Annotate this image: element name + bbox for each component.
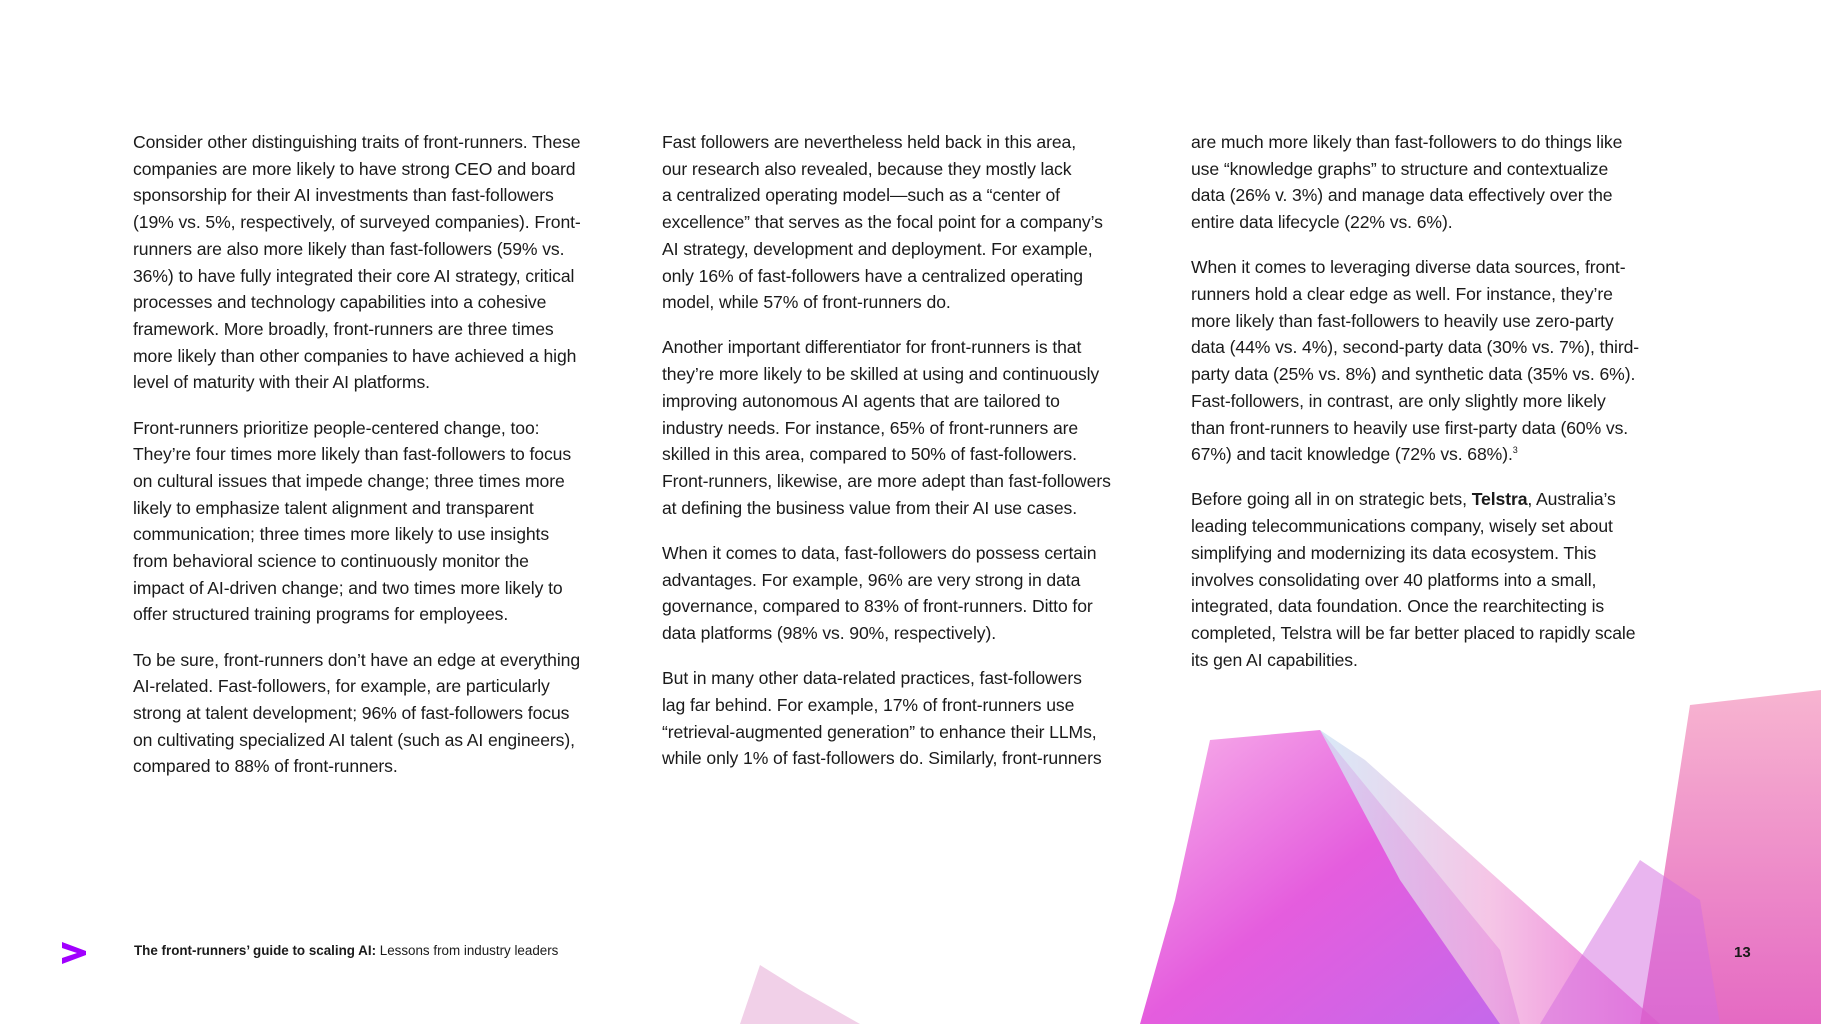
paragraph: To be sure, front-runners don’t have an edge at everything AI-related. Fast-followers, for example, are particularly strong at talent development; 96% of fast-followers focus on cultivating specialized AI talent (such as AI engineers), compared to 88% of front-runners. <box>133 649 581 777</box>
paragraph: When it comes to data, fast-followers do possess certain advantages. For example, 96% are very strong in data governance, compared to 83% of front-runners. Ditto for data platforms (98% vs. 90%, respectively). <box>662 542 1097 643</box>
paragraph: Before going all in on strategic bets, Telstra, Australia’s leading telecommunications company, wisely set about simplifying and modernizing its data ecosystem. This involves consolidating over 40 platforms into a small, integrated, data foundation. Once the rearchitecting is completed, Telstra will be far better placed to rapidly scale its gen AI capabilities. <box>1191 489 1636 670</box>
text-column-3 <box>1191 129 1691 692</box>
paragraph: Fast followers are nevertheless held back in this area, our research also revealed, because they mostly lack a centralized operating model—such as a “center of excellence” that serves as the focal point for a company’s AI strategy, development and deployment. For example, only 16% of fast-followers have a centralized operating model, while 57% of front-runners do. <box>662 132 1103 313</box>
footnote-ref[interactable]: 3 <box>1512 445 1518 456</box>
paragraph: are much more likely than fast-followers to do things like use “knowledge graphs” to structure and contextualize data (26% v. 3%) and manage data effectively over the entire data lifecycle (22% vs. 6%). <box>1191 132 1623 233</box>
text-column-1 <box>133 129 633 799</box>
paragraph: Consider other distinguishing traits of front-runners. These companies are more likely to have strong CEO and board sponsorship for their AI investments than fast-followers (19% vs. 5%, respectively, of surveyed companies). Front- runners are also more likely than fast-followers (59% vs. 36%) to have fully integrated their core AI strategy, critical processes and technology capabilities into a cohesive framework. More broadly, front-runners are three times more likely than other companies to have achieved a high level of maturity with their AI platforms. <box>133 132 581 393</box>
paragraph: Front-runners prioritize people-centered change, too: They’re four times more likely than fast-followers to focus on cultural issues that impede change; three times more likely to emphasize talent alignment and transparent communication; three times more likely to use insights from behavioral science to continuously monitor the impact of AI-driven change; and two times more likely to offer structured training programs for employees. <box>133 417 572 625</box>
paragraph: But in many other data-related practices, fast-followers lag far behind. For example, 17% of front-runners use “retrieval-augmented generation” to enhance their LLMs, while only 1% of fast-followers do. Similarly, front-runners <box>662 668 1102 769</box>
text-column-2 <box>662 129 1162 790</box>
paragraph: Another important differentiator for front-runners is that they’re more likely to be skilled at using and continuously improving autonomous AI agents that are tailored to industry needs. For instance, 65% of front-runners are skilled in this area, compared to 50% of fast-followers. Front-runners, likewise, are more adept than fast-followers at defining the business value from their AI use cases. <box>662 337 1111 518</box>
accenture-logo-icon <box>60 940 88 966</box>
footer-title-rest: Lessons from industry leaders <box>376 943 559 958</box>
page-number: 13 <box>1734 944 1751 961</box>
footer-title-bold: The front-runners’ guide to scaling AI: <box>134 943 377 958</box>
bold-company-name: Telstra <box>1471 489 1528 510</box>
footer-document-title <box>134 943 558 958</box>
paragraph: When it comes to leveraging diverse data sources, front- runners hold a clear edge as well. For instance, they’re more likely than fast-followers to heavily use zero-party data (44% vs. 4%), second-party data (30% vs. 7%), third- party data (25% vs. 8%) and synthetic data (35% vs. 6%). Fast-followers, in contrast, are only slightly more likely than front-runners to heavily use first-party data (60% vs. 67%) and tacit knowledge (72% vs. 68%).$^3$ <box>1191 257 1640 465</box>
